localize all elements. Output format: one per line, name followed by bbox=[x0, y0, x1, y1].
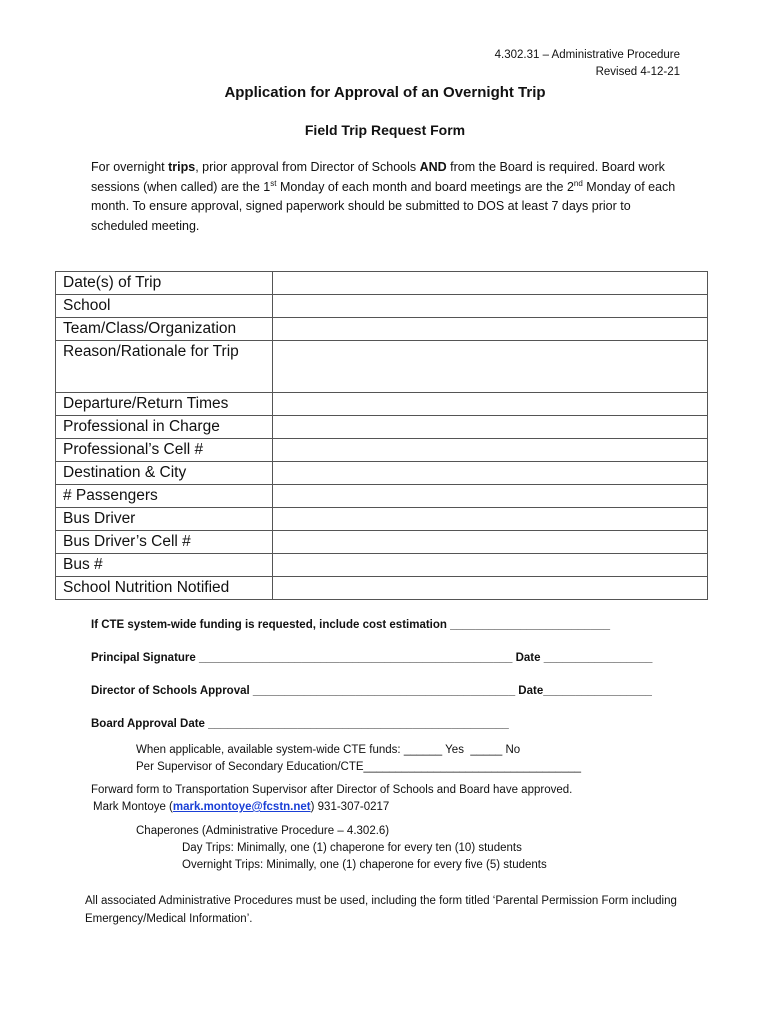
chaperones-day-trips: Day Trips: Minimally, one (1) chaperone for every ten (10) students bbox=[182, 842, 522, 854]
table-row bbox=[56, 439, 708, 462]
procedure-number: 4.302.31 – Administrative Procedure bbox=[494, 49, 680, 61]
row-label-bus-driver: Bus Driver bbox=[56, 508, 273, 531]
contact-name: Mark Montoye ( bbox=[93, 801, 173, 813]
table-row bbox=[56, 577, 708, 600]
intro-sup-st: st bbox=[270, 178, 277, 188]
contact-line bbox=[93, 799, 389, 816]
intro-bold-trips: trips bbox=[168, 160, 196, 174]
page-title: Application for Approval of an Overnight Trip bbox=[224, 84, 546, 101]
row-field-dates[interactable] bbox=[273, 272, 708, 295]
board-approval-line[interactable]: Board Approval Date _______________________________________________ bbox=[91, 718, 509, 730]
trip-details-table bbox=[55, 271, 708, 600]
table-row bbox=[56, 508, 708, 531]
intro-bold-and: AND bbox=[419, 160, 447, 174]
row-label-bus-driver-cell: Bus Driver’s Cell # bbox=[56, 531, 273, 554]
intro-text-3: from the Board is required. Board work sessions (when called) are the 1 bbox=[91, 160, 665, 194]
row-field-destination[interactable] bbox=[273, 462, 708, 485]
table-row bbox=[56, 531, 708, 554]
row-field-bus-driver[interactable] bbox=[273, 508, 708, 531]
table-row bbox=[56, 554, 708, 577]
chaperones-overnight-trips: Overnight Trips: Minimally, one (1) chaperone for every five (5) students bbox=[182, 859, 547, 871]
intro-text-5: Monday of each month. To ensure approval, signed paperwork should be submitted to DOS at least 7 days prior to scheduled meeting. bbox=[91, 179, 676, 233]
intro-text-2: , prior approval from Director of Schools bbox=[195, 160, 420, 174]
row-label-destination: Destination & City bbox=[56, 462, 273, 485]
row-field-bus-driver-cell[interactable] bbox=[273, 531, 708, 554]
contact-email-link[interactable]: mark.montoye@fcstn.net bbox=[172, 801, 311, 813]
row-label-school: School bbox=[56, 295, 273, 318]
principal-signature-line[interactable]: Principal Signature _________________________________________________ Date _________________ bbox=[91, 652, 653, 664]
table-row bbox=[56, 462, 708, 485]
table-row bbox=[56, 272, 708, 295]
row-field-team[interactable] bbox=[273, 318, 708, 341]
table-row bbox=[56, 341, 708, 393]
intro-paragraph bbox=[91, 158, 681, 236]
row-label-nutrition: School Nutrition Notified bbox=[56, 577, 273, 600]
intro-text-4: Monday of each month and board meetings are the 2 bbox=[276, 179, 574, 194]
dos-approval-line[interactable]: Director of Schools Approval _________________________________________ Date_________________ bbox=[91, 685, 652, 697]
cte-funding-line[interactable]: If CTE system-wide funding is requested, include cost estimation _________________________ bbox=[91, 619, 611, 631]
row-field-school[interactable] bbox=[273, 295, 708, 318]
cte-funds-available[interactable]: When applicable, available system-wide CTE funds: ______ Yes _____ No bbox=[136, 744, 521, 756]
table-row bbox=[56, 485, 708, 508]
chaperones-title: Chaperones (Administrative Procedure – 4.302.6) bbox=[136, 825, 390, 837]
row-field-nutrition[interactable] bbox=[273, 577, 708, 600]
row-field-professional[interactable] bbox=[273, 416, 708, 439]
intro-text-1: For overnight bbox=[91, 160, 169, 174]
row-field-passengers[interactable] bbox=[273, 485, 708, 508]
table-row bbox=[56, 318, 708, 341]
row-label-reason: Reason/Rationale for Trip bbox=[56, 341, 273, 393]
table-row bbox=[56, 393, 708, 416]
revised-date: Revised 4-12-21 bbox=[595, 66, 680, 78]
intro-sup-nd: nd bbox=[573, 178, 583, 188]
form-subtitle: Field Trip Request Form bbox=[304, 122, 466, 138]
row-label-professional: Professional in Charge bbox=[56, 416, 273, 439]
forward-instructions: Forward form to Transportation Supervisor after Director of Schools and Board have approved. bbox=[91, 784, 573, 796]
contact-phone: ) 931-307-0217 bbox=[310, 801, 390, 813]
table-row bbox=[56, 416, 708, 439]
table-row bbox=[56, 295, 708, 318]
row-label-professional-cell: Professional’s Cell # bbox=[56, 439, 273, 462]
row-field-reason[interactable] bbox=[273, 341, 708, 393]
closing-paragraph: All associated Administrative Procedures must be used, including the form titled ‘Parental Permission Form including Emergency/Medical Information’. bbox=[85, 895, 677, 925]
row-label-departure: Departure/Return Times bbox=[56, 393, 273, 416]
row-label-bus-number: Bus # bbox=[56, 554, 273, 577]
cte-supervisor-line[interactable]: Per Supervisor of Secondary Education/CTE__________________________________ bbox=[136, 761, 582, 773]
row-field-departure[interactable] bbox=[273, 393, 708, 416]
row-label-team: Team/Class/Organization bbox=[56, 318, 273, 341]
row-label-passengers: # Passengers bbox=[56, 485, 273, 508]
row-field-professional-cell[interactable] bbox=[273, 439, 708, 462]
row-field-bus-number[interactable] bbox=[273, 554, 708, 577]
row-label-dates: Date(s) of Trip bbox=[56, 272, 273, 295]
